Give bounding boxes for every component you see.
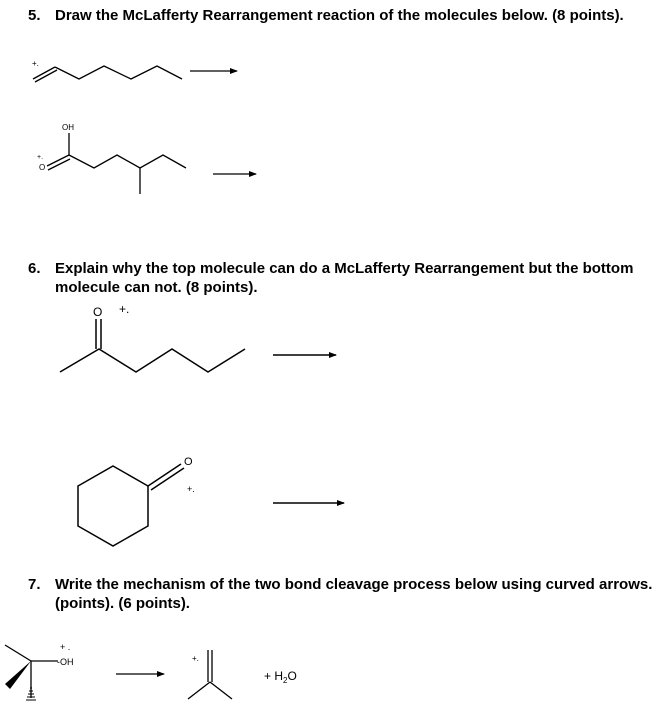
- q6-cyclohexyl-molecule: [78, 464, 184, 546]
- q7-radical-cation-label-2: +.: [192, 654, 199, 663]
- q7-water-subscript: 2: [283, 676, 288, 685]
- q5-hydroxyl-label: OH: [62, 123, 74, 132]
- q6-ketone-molecule: [60, 319, 245, 372]
- q5-alkene-molecule: [33, 66, 182, 82]
- question-6-number: 6.: [28, 260, 41, 277]
- q7-water-suffix: O: [287, 669, 297, 683]
- q5-oxygen-label: O: [39, 163, 46, 172]
- q5-radical-cation-label-1: +.: [32, 59, 39, 68]
- q6-radical-cation-label-1: +.: [119, 302, 130, 316]
- question-7-text-line1: Write the mechanism of the two bond cleavage process below using curved arrows.: [55, 576, 653, 593]
- question-6-text-line1: Explain why the top molecule can do a McLafferty Rearrangement but the bottom: [55, 260, 634, 277]
- q5-radical-cation-label-2: +.: [37, 154, 44, 161]
- q7-wedge-bond: [5, 661, 31, 689]
- question-7-number: 7.: [28, 576, 41, 593]
- q5-ketone-molecule: [47, 133, 186, 194]
- question-5-number: 5.: [28, 7, 41, 24]
- q6-aldehyde-oxygen-label: O: [184, 456, 193, 468]
- q6-oxygen-label: O: [93, 305, 103, 319]
- question-6-text-line2: molecule can not. (8 points).: [55, 279, 258, 296]
- q6-radical-cation-label-2: +.: [187, 484, 195, 494]
- q7-water-prefix: + H: [264, 669, 284, 683]
- q7-alcohol-molecule: [5, 645, 58, 698]
- q7-water-byproduct: [264, 669, 297, 685]
- question-7-text-line2: (points). (6 points).: [55, 595, 190, 612]
- q7-hydroxyl-label: -OH: [57, 657, 74, 667]
- question-5-text: Draw the McLafferty Rearrangement reaction of the molecules below. (8 points).: [55, 7, 624, 24]
- q7-radical-cation-label-1: + .: [60, 642, 71, 652]
